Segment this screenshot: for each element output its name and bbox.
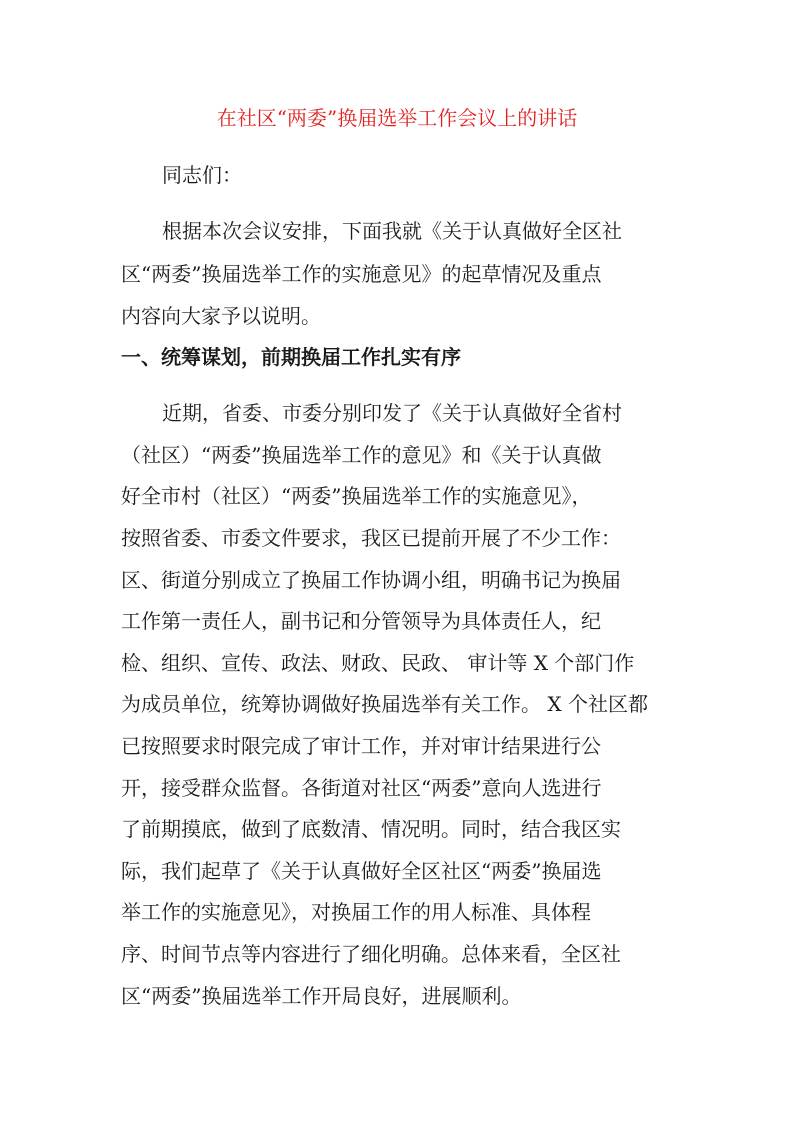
greeting: 同志们： <box>162 163 242 187</box>
body-line: 近期，省委、市委分别印发了《关于认真做好全省村 <box>162 401 622 425</box>
body-line: 际，我们起草了《关于认真做好全区社区“两委”换届选 <box>121 859 602 883</box>
intro-line: 内容向大家予以说明。 <box>121 304 321 328</box>
section-heading: 一、统筹谋划，前期换届工作扎实有序 <box>121 345 461 369</box>
body-line: 序、时间节点等内容进行了细化明确。总体来看，全区社 <box>121 942 621 966</box>
body-line: 检、组织、宣传、政法、财政、民政、 审计等 X 个部门作 <box>121 651 635 675</box>
body-line: 工作第一责任人，副书记和分管领导为具体责任人，纪 <box>121 609 601 633</box>
intro-line: 区“两委”换届选举工作的实施意见》的起草情况及重点 <box>121 262 602 286</box>
body-line: 好全市村（社区）“两委”换届选举工作的实施意见》， <box>121 484 592 508</box>
intro-line: 根据本次会议安排，下面我就《关于认真做好全区社 <box>162 219 622 243</box>
body-line: （社区）“两委”换届选举工作的意见》和《关于认真做 <box>121 443 602 467</box>
document-title: 在社区“两委”换届选举工作会议上的讲话 <box>216 106 578 130</box>
body-line: 按照省委、市委文件要求，我区已提前开展了不少工作： <box>121 526 621 550</box>
body-line: 举工作的实施意见》，对换届工作的用人标准、具体程 <box>121 900 591 924</box>
body-line: 已按照要求时限完成了审计工作，并对审计结果进行公 <box>121 734 601 758</box>
body-line: 开，接受群众监督。各街道对社区“两委”意向人选进行 <box>121 776 602 800</box>
body-line: 了前期摸底，做到了底数清、情况明。同时，结合我区实 <box>121 817 621 841</box>
body-line: 区、街道分别成立了换届工作协调小组，明确书记为换届 <box>121 568 621 592</box>
body-line: 区“两委”换届选举工作开局良好，进展顺利。 <box>121 984 522 1008</box>
body-line: 为成员单位，统筹协调做好换届选举有关工作。 X 个社区都 <box>121 692 648 716</box>
